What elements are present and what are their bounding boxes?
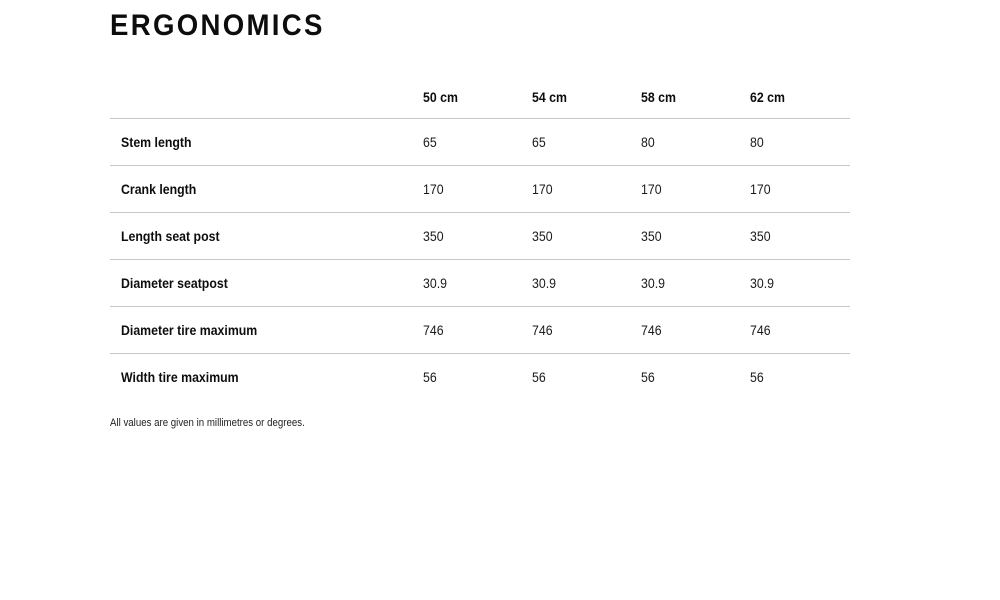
table-cell: 170 <box>532 165 641 212</box>
footnote: All values are given in millimetres or degrees. <box>110 417 305 429</box>
table-cell: 350 <box>750 212 850 259</box>
table-cell: 170 <box>641 165 750 212</box>
table-cell: 65 <box>532 118 641 165</box>
table-row <box>110 306 850 353</box>
column-header-62cm: 62 cm <box>750 72 850 118</box>
row-label-diameter-seatpost: Diameter seatpost <box>110 259 423 306</box>
column-header-58cm: 58 cm <box>641 72 750 118</box>
row-label-length-seat-post: Length seat post <box>110 212 423 259</box>
table-cell: 30.9 <box>532 259 641 306</box>
table-cell: 30.9 <box>750 259 850 306</box>
ergonomics-table <box>110 72 850 400</box>
table-row <box>110 212 850 259</box>
table-cell: 80 <box>641 118 750 165</box>
table-cell: 170 <box>750 165 850 212</box>
table-cell: 746 <box>750 306 850 353</box>
table-cell: 56 <box>423 368 437 385</box>
row-label-diameter-tire-maximum: Diameter tire maximum <box>110 306 423 353</box>
table-row <box>110 353 850 400</box>
column-header-50cm: 50 cm <box>423 72 532 118</box>
table-row <box>110 259 850 306</box>
table-cell: 350 <box>641 212 750 259</box>
table-cell: 30.9 <box>641 259 750 306</box>
table-cell: 746 <box>423 306 532 353</box>
column-header-54cm: 54 cm <box>532 72 641 118</box>
row-label-crank-length: Crank length <box>110 165 423 212</box>
table-cell: 30.9 <box>423 259 532 306</box>
table-header-row <box>110 72 850 118</box>
table-cell: 170 <box>423 165 532 212</box>
table-cell: 746 <box>641 306 750 353</box>
row-label-stem-length: Stem length <box>110 118 423 165</box>
table-cell: 350 <box>423 212 532 259</box>
table-cell: 80 <box>750 118 850 165</box>
table-cell: 56 <box>750 368 764 385</box>
table-cell: 746 <box>532 306 641 353</box>
page-title: ERGONOMICS <box>110 9 325 42</box>
table-cell: 56 <box>532 368 546 385</box>
table-cell: 350 <box>532 212 641 259</box>
table-row <box>110 118 850 165</box>
table-cell: 56 <box>641 368 655 385</box>
table-cell: 65 <box>423 118 532 165</box>
table-row <box>110 165 850 212</box>
row-label-width-tire-maximum: Width tire maximum <box>121 368 239 385</box>
table-corner-cell <box>110 72 423 118</box>
